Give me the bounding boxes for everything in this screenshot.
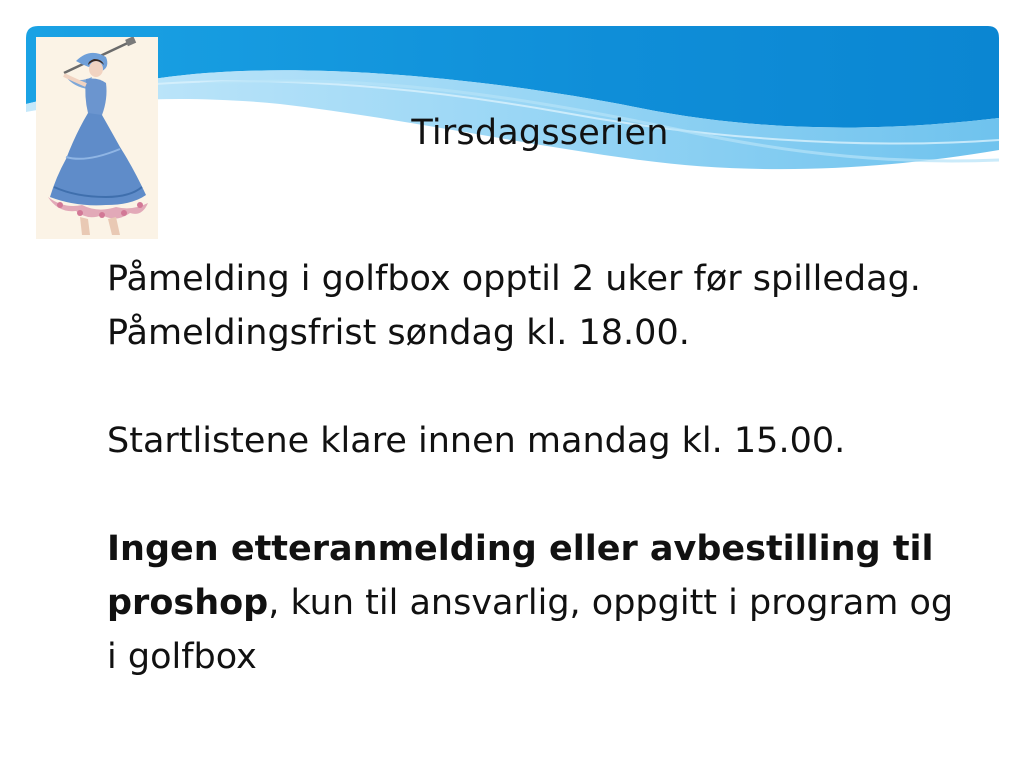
lady-golfer-icon <box>36 37 158 239</box>
cancellation-emphasis: Ingen etteranmelding eller avbestilling til proshop <box>107 529 934 623</box>
paragraph-startlists: Startlistene klare innen mandag kl. 15.00. <box>107 421 846 461</box>
slide-body <box>107 252 967 684</box>
cancellation-rest: , kun til ansvarlig, oppgitt i program og i golfbox <box>107 583 954 677</box>
paragraph-cancellation <box>107 522 967 684</box>
paragraph-registration: Påmelding i golfbox opptil 2 uker før spilledag. Påmeldingsfrist søndag kl. 18.00. <box>107 259 921 353</box>
slide-title: Tirsdagsserien <box>411 113 669 153</box>
lady-golfer-illustration <box>36 37 158 239</box>
